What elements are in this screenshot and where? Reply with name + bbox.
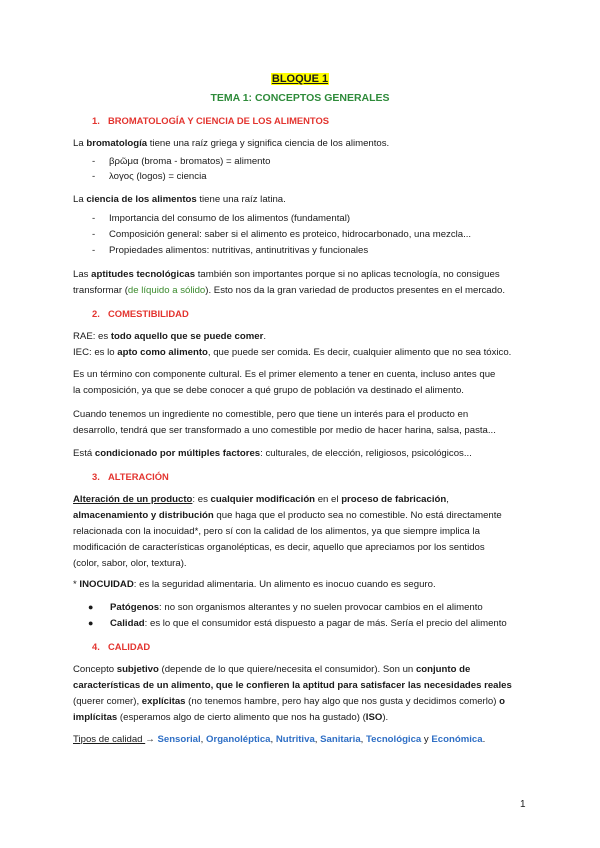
list-item: - λογος (logos) = ciencia — [92, 171, 207, 182]
section-3-heading: 3. ALTERACIÓN — [92, 471, 169, 482]
paragraph-line: (color, sabor, olor, textura). — [73, 558, 187, 569]
paragraph: Está condicionado por múltiples factores: culturales, de elección, religiosos, psicológicos... — [73, 448, 472, 459]
paragraph-line: almacenamiento y distribución que haga que el producto sea no comestible. No está directamente — [73, 510, 502, 521]
paragraph-line: características de un alimento, que le confieren la aptitud para satisfacer las necesidades reales — [73, 680, 512, 691]
paragraph: * INOCUIDAD: es la seguridad alimentaria. Un alimento es inocuo cuando es seguro. — [73, 579, 436, 590]
section-4-heading: 4. CALIDAD — [92, 641, 151, 652]
paragraph: La ciencia de los alimentos tiene una raíz latina. — [73, 194, 286, 205]
page-number: 1 — [520, 799, 526, 810]
list-item: - Composición general: saber si el alimento es proteico, hidrocarbonado, una mezcla... — [92, 229, 472, 240]
list-item: - Propiedades alimentos: nutritivas, antinutritivas y funcionales — [92, 245, 369, 256]
section-1-heading: 1. BROMATOLOGÍA Y CIENCIA DE LOS ALIMENTOS — [92, 115, 330, 126]
paragraph: Concepto subjetivo (depende de lo que quiere/necesita el consumidor). Son un conjunto de — [73, 664, 471, 675]
paragraph-line: transformar (de líquido a sólido). Esto nos da la gran variedad de productos presentes en el mercado. — [73, 285, 505, 296]
paragraph: Es un término con componente cultural. Es el primer elemento a tener en cuenta, incluso antes que — [73, 369, 496, 380]
list-item: - βρῶμα (broma - bromatos) = alimento — [92, 156, 271, 167]
section-2-heading: 2. COMESTIBILIDAD — [92, 308, 189, 319]
paragraph-line: (querer comer), explícitas (no tenemos hambre, pero hay algo que nos gusta y decidimos comerlo) o — [73, 696, 505, 707]
paragraph: RAE: es todo aquello que se puede comer. — [73, 331, 266, 342]
paragraph: IEC: es lo apto como alimento, que puede ser comida. Es decir, cualquier alimento que no sea tóxico. — [73, 347, 512, 358]
tema-heading: TEMA 1: CONCEPTOS GENERALES — [210, 92, 390, 104]
bullet-icon: ● — [88, 618, 94, 628]
paragraph: La bromatología tiene una raíz griega y significa ciencia de los alimentos. — [73, 138, 390, 149]
list-item: ● Patógenos: no son organismos alterantes y no suelen provocar cambios en el alimento — [88, 602, 483, 613]
paragraph: Cuando tenemos un ingrediente no comestible, pero que tiene un interés para el producto en — [73, 409, 469, 420]
list-item: - Importancia del consumo de los alimentos (fundamental) — [92, 213, 351, 224]
bloque-heading: BLOQUE 1 — [271, 73, 329, 85]
paragraph-line: implícitas (esperamos algo de cierto alimento que nos ha gustado) (ISO). — [73, 712, 389, 723]
paragraph: Las aptitudes tecnológicas también son importantes porque si no aplicas tecnología, no consigues — [73, 269, 500, 280]
paragraph-line: la composición, ya que se debe conocer a qué grupo de población va destinado el alimento. — [73, 385, 464, 396]
paragraph: Tipos de calidad → Sensorial, Organoléptica, Nutritiva, Sanitaria, Tecnológica y Económica. — [73, 734, 486, 745]
paragraph-line: desarrollo, tendrá que ser transformado a uno comestible por medio de hacer harina, salsa, pasta... — [73, 425, 496, 436]
list-item: ● Calidad: es lo que el consumidor está dispuesto a pagar de más. Sería el precio del alimento — [88, 618, 507, 629]
arrow-icon: → — [145, 734, 155, 745]
paragraph-line: modificación de características organolépticas, es decir, aquello que apreciamos por los sentidos — [73, 542, 485, 553]
paragraph-line: relacionada con la inocuidad*, pero sí con la calidad de los alimentos, ya que siempre implica la — [73, 526, 480, 537]
bullet-icon: ● — [88, 602, 94, 612]
paragraph: Alteración de un producto: es cualquier modificación en el proceso de fabricación, — [73, 494, 449, 505]
